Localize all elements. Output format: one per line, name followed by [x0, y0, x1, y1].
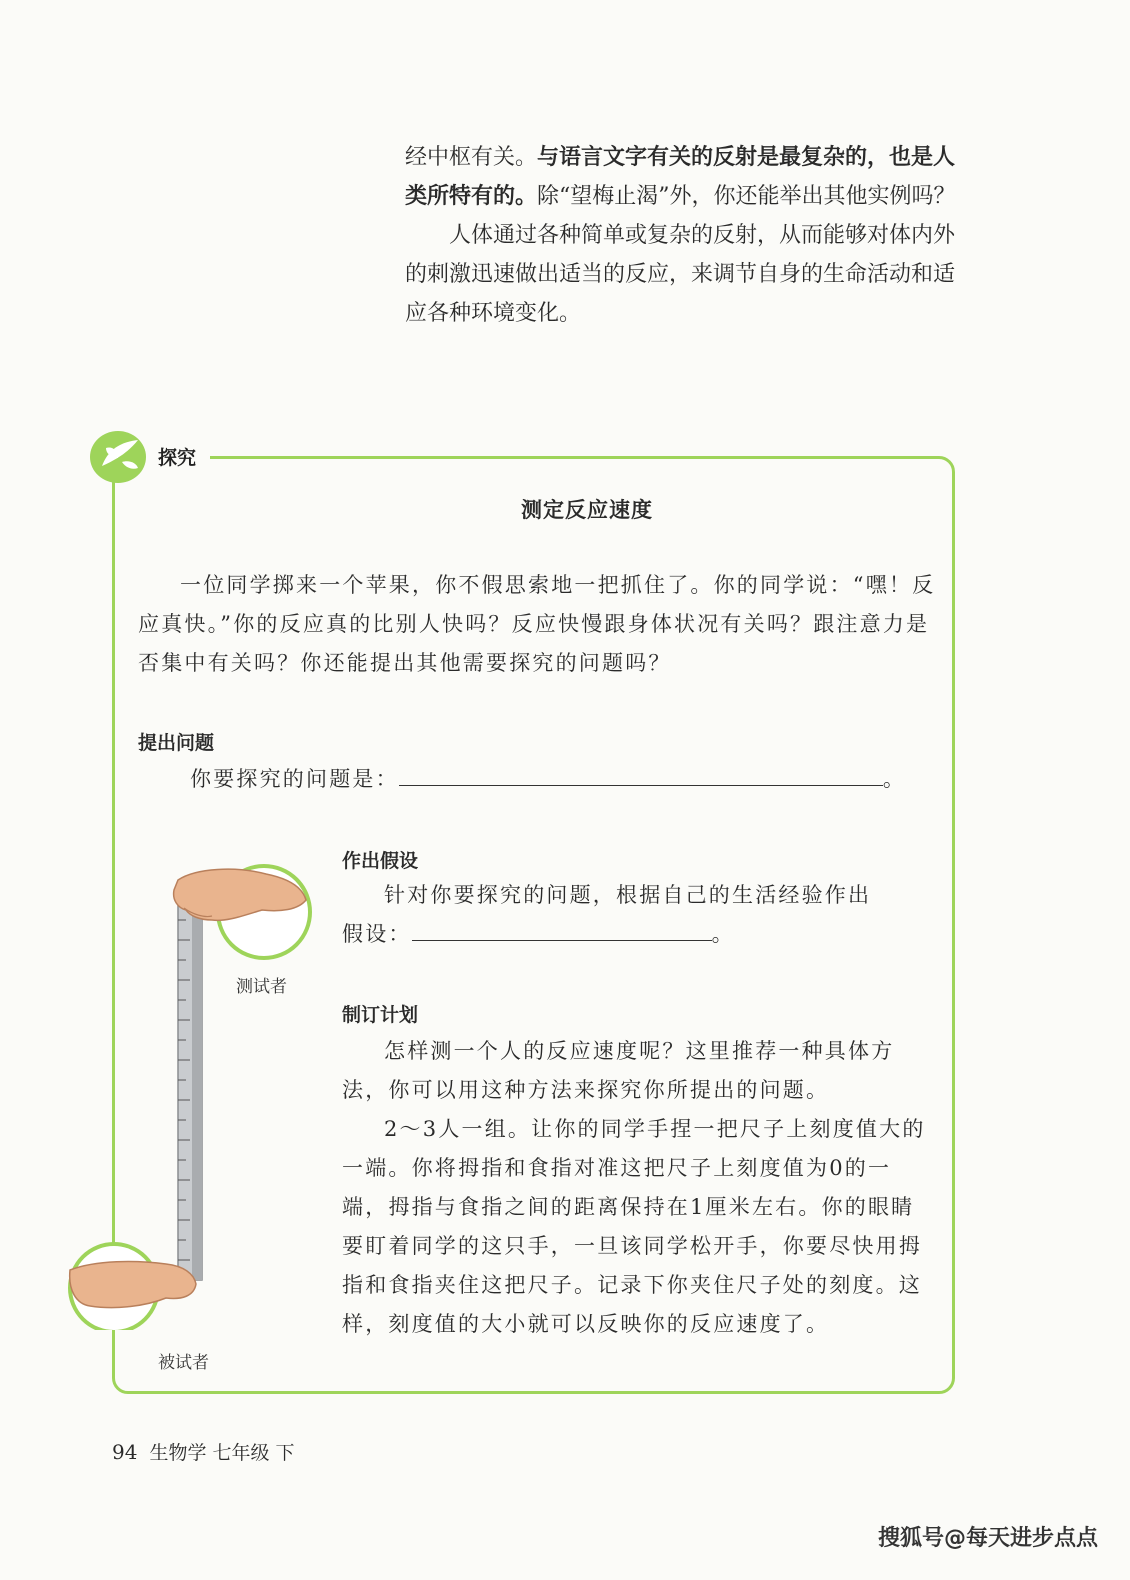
question-heading: 提出问题	[138, 732, 215, 754]
caption-subject: 被试者	[158, 1353, 209, 1373]
question-blank[interactable]	[399, 770, 883, 786]
question-line	[190, 760, 906, 799]
intro-paragraph: 一位同学掷来一个苹果，你不假思索地一把抓住了。你的同学说：“嘿！反应真快。”你的反应真的比别人快吗？反应快慢跟身体状况有关吗？跟注意力是否集中有关吗？你还能提出其他需要探究的问题吗？	[138, 573, 936, 675]
hypothesis-block	[342, 876, 932, 954]
top-paragraph-part2: 除“望梅止渴”外，你还能举出其他实例吗？	[537, 184, 956, 209]
question-prompt: 你要探究的问题是：	[190, 767, 399, 791]
section-title: 测定反应速度	[521, 498, 653, 522]
hypothesis-line	[342, 915, 932, 954]
page-footer	[112, 1438, 295, 1465]
watermark: 搜狐号@每天进步点点	[877, 1526, 1098, 1551]
hypothesis-period: 。	[711, 922, 735, 946]
hypothesis-prompt: 假设：	[342, 922, 412, 946]
second-paragraph: 人体通过各种简单或复杂的反射，从而能够对体内外的刺激迅速做出适当的反应，来调节自身的生命活动和适应各种环境变化。	[405, 223, 956, 326]
hypothesis-text: 针对你要探究的问题，根据自己的生活经验作出	[384, 883, 872, 907]
leaf-badge-icon	[88, 428, 150, 484]
caption-tester: 测试者	[236, 977, 287, 997]
book-title: 生物学 七年级 下	[149, 1442, 295, 1464]
badge-label: 探究	[158, 447, 197, 469]
top-paragraph-bold: 与语言文字有关的反射是最复杂的，也是人类所特有的。	[405, 145, 956, 209]
hypothesis-blank[interactable]	[412, 925, 712, 941]
plan-paragraph-2: 2～3人一组。让你的同学手捏一把尺子上刻度值大的一端。你将拇指和食指对准这把尺子上刻度值为0的一端，拇指与食指之间的距离保持在1厘米左右。你的眼睛要盯着同学的这只手，一旦该同学松开手，你要尽快用拇指和食指夹住这把尺子。记录下你夹住尺子处的刻度。这样，刻度值的大小就可以反映你的反应速度了。	[342, 1117, 926, 1336]
plan-paragraph-1: 怎样测一个人的反应速度呢？这里推荐一种具体方法，你可以用这种方法来探究你所提出的问题。	[342, 1039, 895, 1102]
top-paragraph-part1: 经中枢有关。	[405, 145, 538, 170]
top-paragraph	[405, 138, 965, 216]
hypothesis-heading: 作出假设	[342, 850, 419, 872]
plan-block	[342, 1032, 932, 1344]
question-period: 。	[882, 767, 907, 791]
intro-block	[138, 566, 938, 683]
ruler-figure	[66, 860, 316, 1330]
subject-hand-icon	[70, 1262, 196, 1308]
top-text-block	[405, 138, 965, 333]
plan-heading: 制订计划	[342, 1004, 419, 1026]
page-number: 94	[112, 1440, 138, 1464]
